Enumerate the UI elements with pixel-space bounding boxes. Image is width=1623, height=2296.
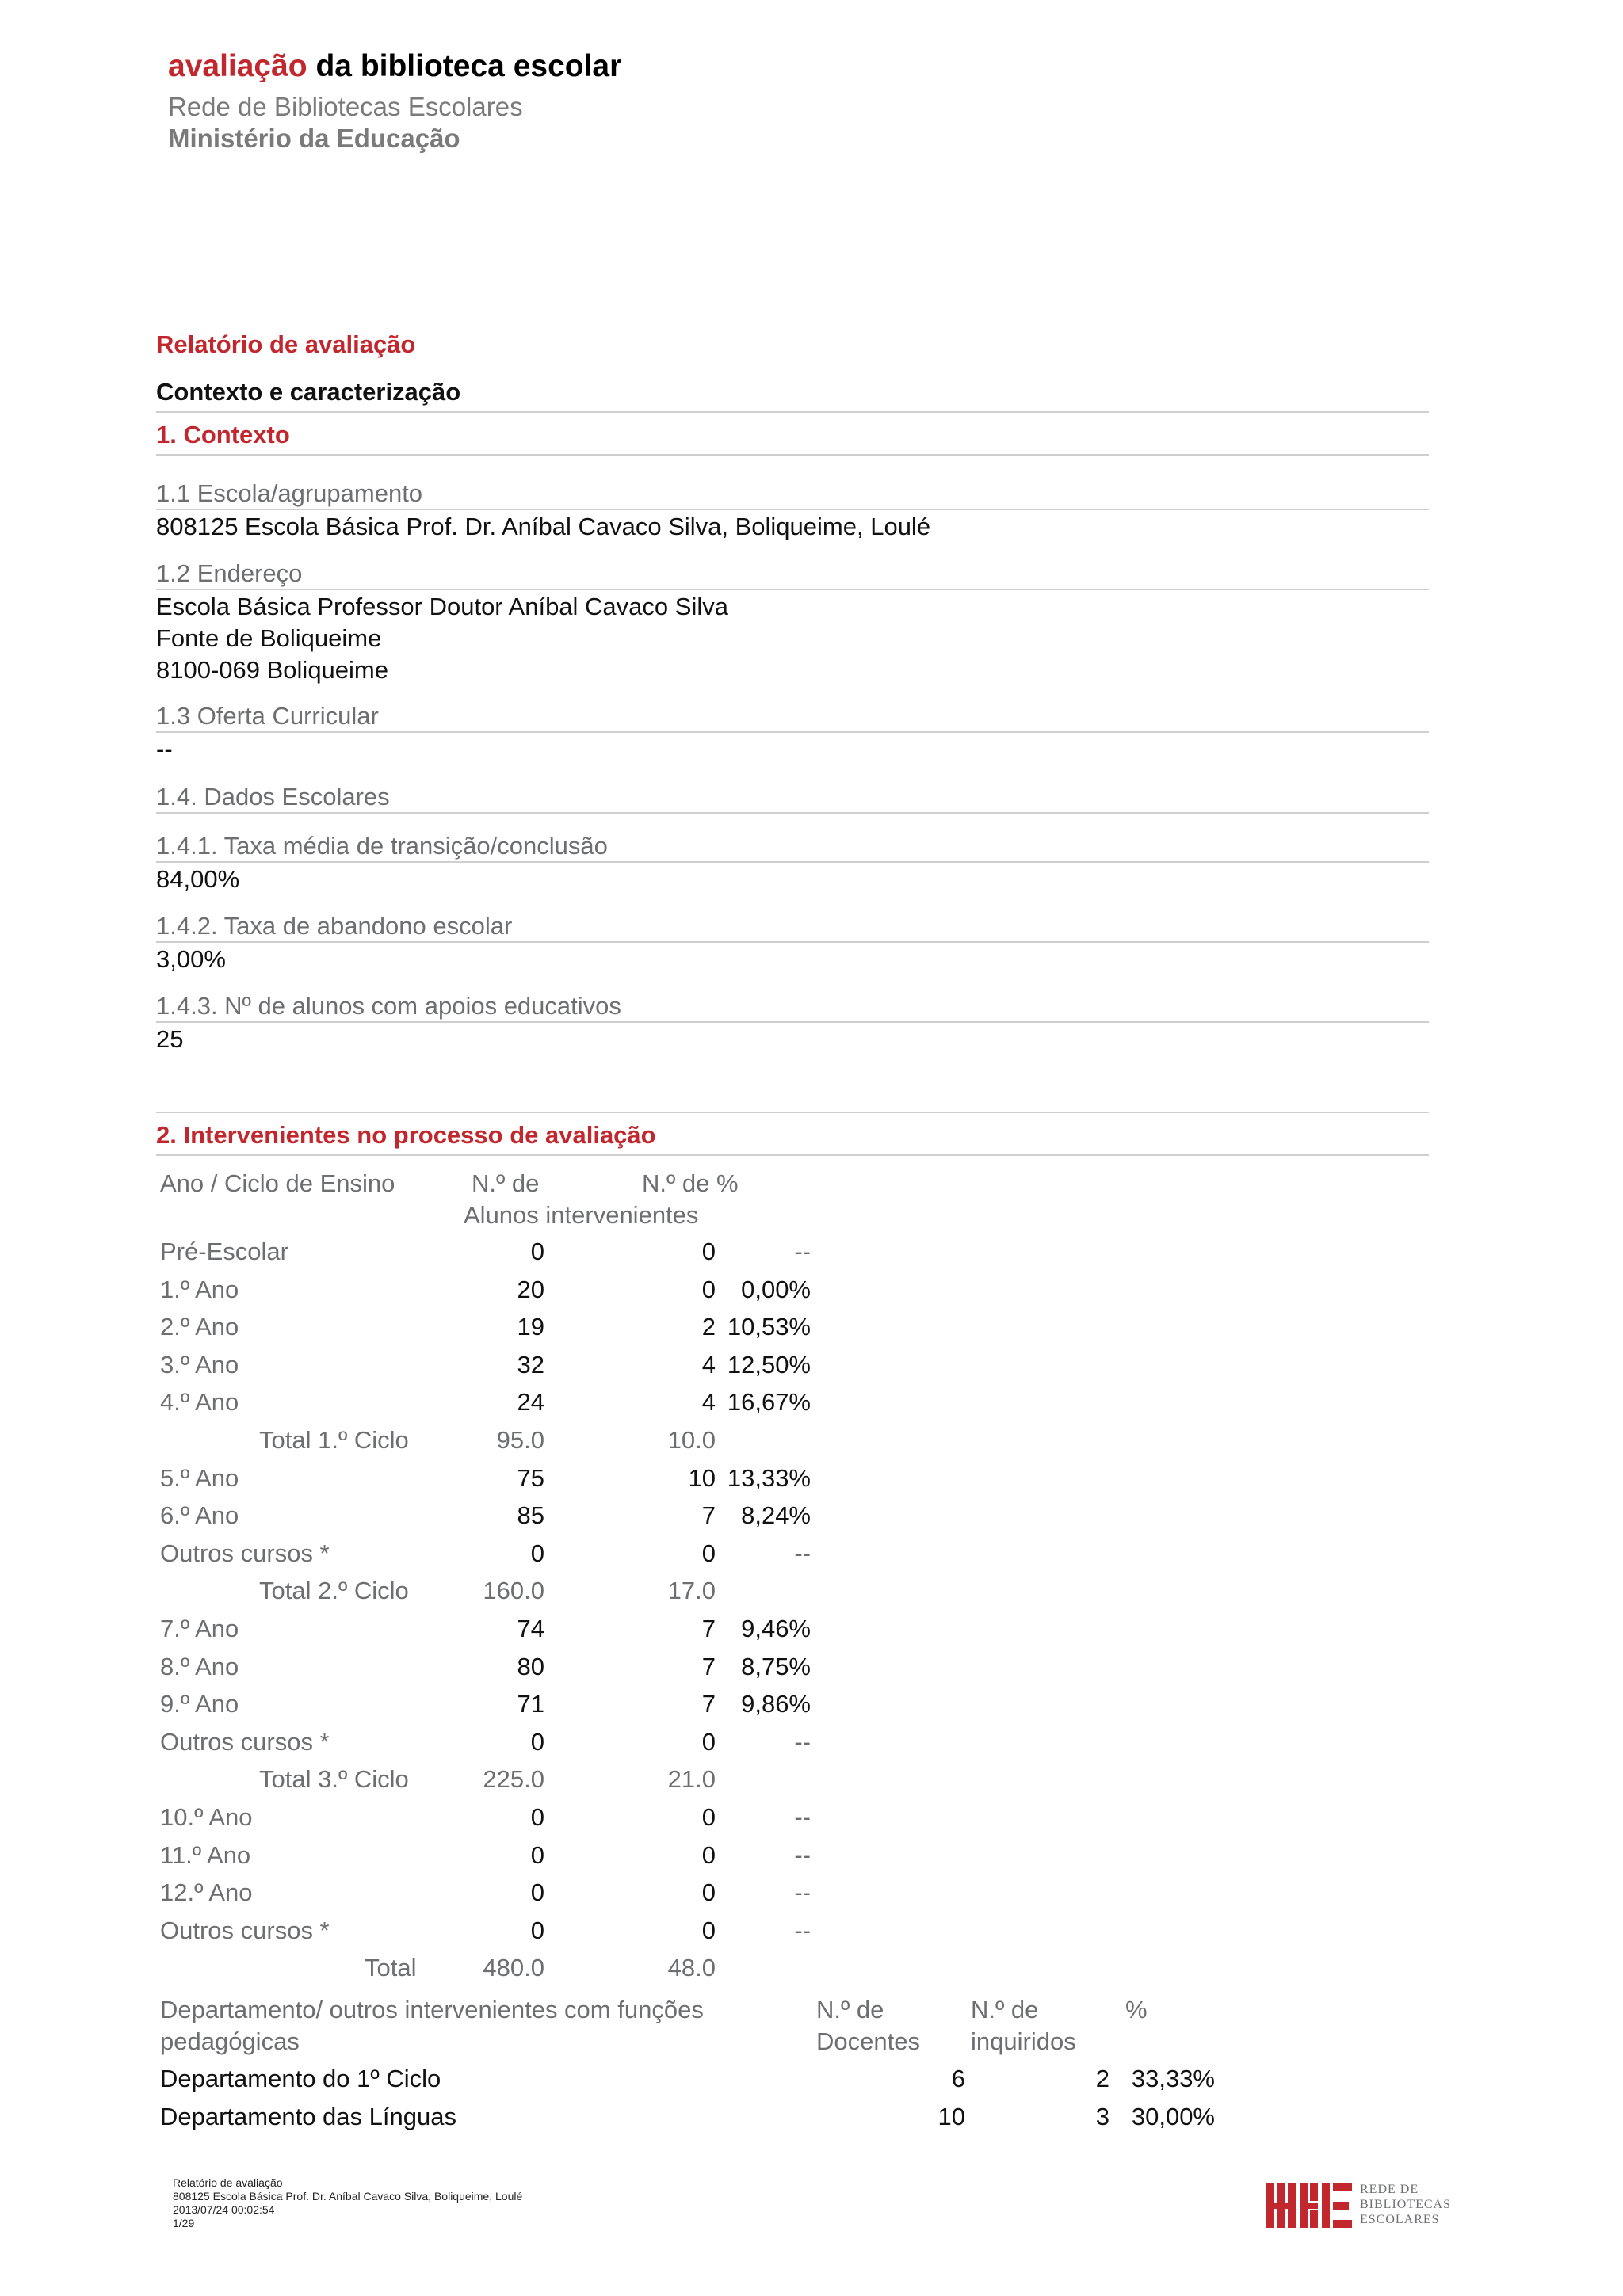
taxa-abandono-value: 3,00% [156, 945, 226, 973]
divider [156, 454, 1429, 456]
table-row-intervenientes: 0 [701, 1803, 716, 1831]
report-title: Relatório de avaliação [156, 330, 416, 358]
table-row-pct: 10,53% [727, 1313, 811, 1341]
table-row-alunos: 480.0 [483, 1954, 544, 1981]
dept-row-inquiridos: 2 [1095, 2065, 1109, 2092]
table-row-label: 2.º Ano [160, 1313, 239, 1341]
dados-label: 1.4. Dados Escolares [156, 783, 390, 810]
table-row-pct: 12,50% [727, 1351, 811, 1379]
table-row-intervenientes: 0 [701, 1276, 716, 1303]
divider [156, 941, 1429, 943]
oferta-value: -- [156, 735, 173, 763]
table-row-intervenientes: 7 [701, 1615, 716, 1642]
table-row-pct: -- [794, 1878, 811, 1906]
divider [156, 1021, 1429, 1023]
col-header-ano: Ano / Ciclo de Ensino [160, 1169, 395, 1197]
table-row-intervenientes: 0 [701, 1878, 716, 1906]
table-row-intervenientes: 0 [701, 1238, 716, 1265]
table-row-label: Pré-Escolar [160, 1238, 288, 1265]
table-row-pct: 9,46% [741, 1615, 811, 1642]
footer-info [173, 2176, 522, 2230]
table-row-label: 10.º Ano [160, 1803, 253, 1831]
brand-title-rest: da biblioteca escolar [307, 49, 622, 83]
dept-row-label: Departamento das Línguas [160, 2103, 456, 2130]
table-row-intervenientes: 10 [688, 1464, 716, 1492]
dept-header-label: Departamento/ outros intervenientes com funções [160, 1996, 704, 2023]
table-row-label: Outros cursos * [160, 1917, 330, 1944]
table-row-pct: 16,67% [727, 1388, 811, 1416]
table-row-label: Outros cursos * [160, 1539, 330, 1567]
table-row-pct: -- [794, 1539, 811, 1567]
table-row-label: 3.º Ano [160, 1351, 239, 1379]
table-row-label: Outros cursos * [160, 1728, 330, 1756]
section-title: Contexto e caracterização [156, 378, 461, 406]
dept-row-label: Departamento do 1º Ciclo [160, 2065, 441, 2092]
dept-row-docentes: 10 [938, 2103, 965, 2130]
divider [156, 731, 1429, 733]
footer-line: 1/29 [173, 2217, 195, 2229]
table-row-alunos: 19 [517, 1313, 544, 1341]
endereco-line: Fonte de Boliqueime [156, 624, 382, 652]
table-row-label: Total 1.º Ciclo [259, 1426, 409, 1454]
dept-row-inquiridos: 3 [1095, 2103, 1109, 2130]
table-row-alunos: 80 [517, 1653, 544, 1680]
table-row-label: 9.º Ano [160, 1690, 239, 1718]
col-header-row2: Alunos intervenientes [464, 1201, 699, 1229]
dept-header-pct: % [1125, 1996, 1148, 2023]
table-row-alunos: 24 [517, 1388, 544, 1416]
table-row-intervenientes: 7 [701, 1690, 716, 1718]
divider [156, 411, 1429, 413]
table-row-intervenientes: 0 [701, 1539, 716, 1567]
table-row-pct: -- [794, 1728, 811, 1756]
escola-label: 1.1 Escola/agrupamento [156, 479, 423, 507]
oferta-label: 1.3 Oferta Curricular [156, 702, 379, 730]
dept-header-docentes: Docentes [816, 2027, 920, 2055]
dept-header-inquiridos: inquiridos [971, 2027, 1076, 2055]
table-row-alunos: 225.0 [483, 1765, 544, 1793]
brand-title-accent: avaliação [168, 49, 307, 83]
table-row-intervenientes: 21.0 [667, 1765, 716, 1793]
table-row-pct: -- [794, 1803, 811, 1831]
taxa-abandono-label: 1.4.2. Taxa de abandono escolar [156, 912, 513, 940]
table-row-alunos: 0 [530, 1803, 544, 1831]
taxa-transicao-value: 84,00% [156, 865, 240, 893]
table-row-intervenientes: 7 [701, 1653, 716, 1680]
table-row-pct: 13,33% [727, 1464, 811, 1492]
table-row-intervenientes: 4 [701, 1351, 716, 1379]
footer-line: 808125 Escola Básica Prof. Dr. Aníbal Cavaco Silva, Boliqueime, Loulé [173, 2190, 523, 2203]
rbe-logo-text [1360, 2182, 1451, 2227]
divider [156, 509, 1429, 510]
table-row-label: Total 3.º Ciclo [259, 1765, 409, 1793]
table-row-pct: -- [794, 1917, 811, 1944]
table-row-label: Total [365, 1954, 417, 1981]
table-row-alunos: 32 [517, 1351, 544, 1379]
col-header-alunos: N.º de [472, 1169, 540, 1197]
table-row-alunos: 74 [517, 1615, 544, 1642]
section1-heading: 1. Contexto [156, 421, 290, 448]
table-row-pct: 0,00% [741, 1276, 811, 1303]
divider [156, 1154, 1429, 1156]
table-row-label: 5.º Ano [160, 1464, 239, 1492]
table-row-alunos: 95.0 [496, 1426, 544, 1454]
divider [156, 589, 1429, 590]
footer-line: Relatório de avaliação [173, 2176, 283, 2189]
table-row-intervenientes: 17.0 [667, 1577, 716, 1604]
logo-line: ESCOLARES [1360, 2213, 1440, 2226]
table-row-alunos: 0 [530, 1878, 544, 1906]
table-row-label: Total 2.º Ciclo [259, 1577, 409, 1604]
table-row-alunos: 20 [517, 1276, 544, 1303]
endereco-line: Escola Básica Professor Doutor Aníbal Cavaco Silva [156, 593, 728, 620]
brand-ministry: Ministério da Educação [168, 124, 460, 153]
brand-subtitle: Rede de Bibliotecas Escolares [168, 92, 523, 121]
table-row-intervenientes: 2 [701, 1313, 716, 1341]
table-row-label: 12.º Ano [160, 1878, 253, 1906]
endereco-line: 8100-069 Boliqueime [156, 656, 388, 684]
dept-row-docentes: 6 [951, 2065, 965, 2092]
table-row-alunos: 160.0 [483, 1577, 544, 1604]
table-row-alunos: 75 [517, 1464, 544, 1492]
section2-heading: 2. Intervenientes no processo de avaliação [156, 1121, 656, 1149]
table-row-label: 7.º Ano [160, 1615, 239, 1642]
taxa-transicao-label: 1.4.1. Taxa média de transição/conclusão [156, 832, 608, 860]
table-row-alunos: 0 [530, 1539, 544, 1567]
table-row-alunos: 0 [530, 1841, 544, 1869]
table-row-pct: 8,75% [741, 1653, 811, 1680]
footer-line: 2013/07/24 00:02:54 [173, 2203, 275, 2216]
table-row-intervenientes: 7 [701, 1501, 716, 1529]
table-row-label: 6.º Ano [160, 1501, 239, 1529]
endereco-label: 1.2 Endereço [156, 559, 303, 587]
table-row-label: 11.º Ano [160, 1841, 251, 1869]
table-row-intervenientes: 0 [701, 1917, 716, 1944]
table-row-label: 4.º Ano [160, 1388, 239, 1416]
table-row-pct: 8,24% [741, 1501, 811, 1529]
apoios-value: 25 [156, 1025, 184, 1053]
divider [156, 861, 1429, 863]
table-row-alunos: 0 [530, 1238, 544, 1265]
table-row-pct: -- [794, 1238, 811, 1265]
dept-header-label: pedagógicas [160, 2027, 300, 2055]
col-header-intervenientes: N.º de % [642, 1169, 739, 1197]
dept-header-docentes: N.º de [816, 1996, 884, 2023]
table-row-intervenientes: 48.0 [667, 1954, 716, 1981]
logo-line: REDE DE [1360, 2183, 1419, 2196]
dept-row-pct: 30,00% [1131, 2103, 1215, 2130]
table-row-alunos: 0 [530, 1728, 544, 1756]
divider [156, 1112, 1429, 1113]
brand-title [168, 49, 621, 84]
table-row-intervenientes: 4 [701, 1388, 716, 1416]
table-row-alunos: 71 [517, 1690, 544, 1718]
table-row-alunos: 0 [530, 1917, 544, 1944]
table-row-label: 8.º Ano [160, 1653, 239, 1680]
table-row-intervenientes: 0 [701, 1728, 716, 1756]
table-row-pct: 9,86% [741, 1690, 811, 1718]
apoios-label: 1.4.3. Nº de alunos com apoios educativos [156, 992, 621, 1020]
table-row-pct: -- [794, 1841, 811, 1869]
table-row-label: 1.º Ano [160, 1276, 239, 1303]
escola-value: 808125 Escola Básica Prof. Dr. Aníbal Cavaco Silva, Boliqueime, Loulé [156, 513, 931, 540]
divider [156, 812, 1429, 814]
logo-line: BIBLIOTECAS [1360, 2198, 1451, 2211]
dept-row-pct: 33,33% [1131, 2065, 1215, 2092]
table-row-alunos: 85 [517, 1501, 544, 1529]
table-row-intervenientes: 0 [701, 1841, 716, 1869]
dept-header-inquiridos: N.º de [971, 1996, 1039, 2023]
table-row-intervenientes: 10.0 [667, 1426, 716, 1454]
